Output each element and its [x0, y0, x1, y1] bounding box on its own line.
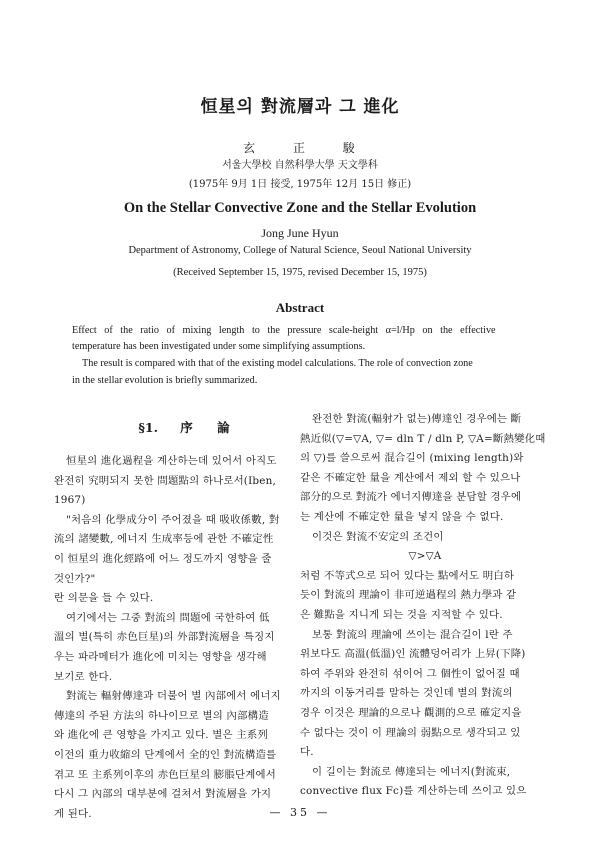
section-number: §1.: [138, 420, 158, 435]
abstract-line: The result is compared with that of the existing model calculations. The role of convection zone: [82, 358, 473, 369]
english-affiliation: Department of Astronomy, College of Natural Science, Seoul National University: [128, 245, 472, 256]
paragraph-line: 다.: [300, 746, 314, 759]
quote-line: 流의 諸變數, 에너지 生成率등에 관한 不確定性: [54, 533, 274, 546]
paragraph-line: 우는 파라메터가 進化에 미치는 영향을 생각해: [54, 650, 267, 663]
paragraph-line: 溫의 별(특히 赤色巨星)의 外部對流層을 특징지: [54, 631, 275, 644]
abstract-line: Effect of the ratio of mixing length to the pressure scale-height α=l/Hp on the effective: [72, 325, 496, 336]
paragraph-line: 위보다도 高溫(低溫)인 流體덩어리가 上昇(下降): [300, 648, 526, 661]
paragraph-line: 처럼 不等式으로 되어 있다는 點에서도 明白하: [300, 569, 515, 582]
paragraph-line: 部分的으로 對流가 에너지傳達을 분담할 경우에: [300, 491, 522, 504]
paragraph-line: 이 길이는 對流로 傳達되는 에너지(對流束,: [312, 765, 511, 778]
paragraph-line: 게 된다.: [54, 807, 92, 820]
paragraph-line: 은 難點을 지니게 되는 것을 지적할 수 있다.: [300, 608, 503, 621]
quote-line: 이 恒星의 進化經路에 어느 정도까지 영향을 줄: [54, 552, 272, 565]
paragraph-line: 對流는 輻射傳達과 더불어 별 內部에서 에너지: [66, 690, 281, 703]
abstract-line: temperature has been investigated under some simplifying assumptions.: [72, 341, 366, 352]
right-column: [300, 410, 550, 802]
abstract-heading: Abstract: [275, 300, 325, 315]
paragraph-line: 수 없다는 것이 이 理論의 弱點으로 생각되고 있: [300, 726, 521, 739]
paragraph-line: 듯이 對流의 理論이 非可逆過程의 熱力學과 같: [300, 589, 517, 602]
paragraph-line: 여기에서는 그중 對流의 問題에 국한하여 低: [66, 611, 270, 624]
paragraph-line: 는 계산에 不確定한 量을 넣지 않을 수 없다.: [300, 510, 504, 523]
english-dates: (Received September 15, 1975, revised December 15, 1975): [173, 267, 427, 278]
paragraph-line: 恒星의 進化過程을 계산하는데 있어서 아직도: [66, 455, 277, 467]
paragraph-line: 와 進化에 큰 영향을 가지고 있다. 별은 主系列: [54, 729, 269, 742]
paragraph-line: 보통 對流의 理論에 쓰이는 混合길이 l란 주: [312, 628, 513, 641]
paragraph-line: 완전히 究明되지 못한 問題點의 하나로서(Iben,: [54, 474, 276, 487]
section-title: 序 論: [180, 420, 240, 435]
korean-title: 恒星의 對流層과 그 進化: [200, 97, 400, 117]
paragraph-line: 경우 이것은 理論的으로나 觀測的으로 確定지을: [300, 706, 522, 719]
paragraph-line: 보기로 한다.: [54, 670, 113, 683]
inequality-equation: ▽>▽A: [408, 550, 442, 563]
page-number: — 35 —: [269, 806, 331, 819]
korean-author: 玄 正 駿: [243, 141, 357, 155]
paragraph-line: 의 ▽)를 쓸으로써 混合길이 (mixing length)와: [300, 452, 524, 465]
paragraph-line: 이전의 重力收縮의 단계에서 全的인 對流構造를: [54, 748, 277, 761]
paragraph-line: 이것은 對流不安定의 조건이: [312, 530, 444, 543]
english-title: On the Stellar Convective Zone and the Stellar Evolution: [123, 200, 477, 216]
paragraph-line: 傳達의 주된 方法의 하나이므로 별의 內部構造: [54, 709, 269, 722]
paragraph-line: 같은 不確定한 量을 계산에서 제외 할 수 있으나: [300, 471, 521, 484]
paragraph-line: 완전한 對流(輻射가 없는)傳達인 경우에는 斷: [312, 413, 522, 425]
quote-line: 것인가?": [54, 572, 96, 585]
section-heading: [54, 416, 304, 440]
paragraph-line: 다시 그 內部의 대부분에 걸쳐서 對流層을 가지: [54, 788, 272, 801]
abstract-line: in the stellar evolution is briefly summarized.: [72, 375, 258, 386]
korean-dates: (1975年 9月 1日 接受, 1975年 12月 15日 修正): [188, 179, 412, 190]
paragraph-line: 1967): [54, 494, 86, 507]
paragraph-line: 겪고 또 主系列이후의 赤色巨星의 膨脹단계에서: [54, 768, 276, 781]
left-column: [54, 416, 304, 824]
paragraph-line: 까지의 이동거리를 말하는 것인데 별의 對流의: [300, 687, 513, 700]
quote-line: "처음의 化學成分이 주어졌을 때 吸收係數, 對: [66, 513, 280, 526]
paragraph-line: 란 의문을 들 수 있다.: [54, 592, 154, 605]
korean-affiliation: 서울大學校 自然科學大學 天文學科: [222, 160, 378, 171]
paragraph-line: convective flux Fc)를 계산하는데 쓰이고 있으: [300, 785, 527, 798]
english-author: Jong June Hyun: [261, 226, 339, 240]
equation-line: 熱近似(▽=▽A, ▽= dln T / dln P, ▽A=斷熱變化때: [300, 432, 546, 445]
paragraph-line: 하여 주위와 완전히 섞이어 그 個性이 없어질 때: [300, 667, 520, 680]
